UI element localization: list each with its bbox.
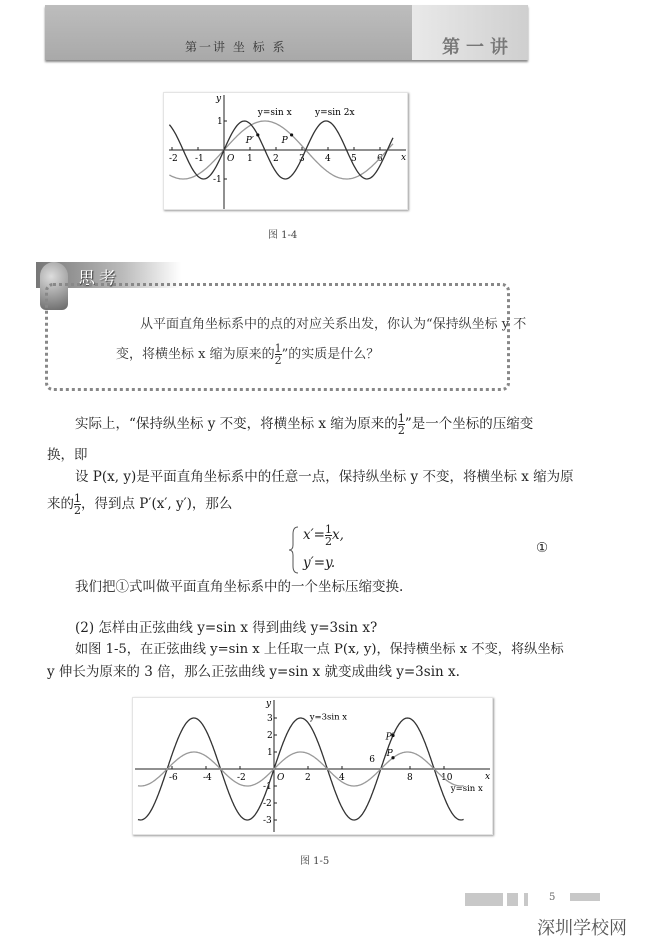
- paragraph-1: [75, 413, 533, 436]
- figure-1-4-caption: 图 1-4: [268, 230, 298, 241]
- y-tick-label: 1: [217, 117, 223, 127]
- point-p-prime-label: P′: [385, 732, 394, 743]
- point-p-prime-label: P′: [245, 135, 254, 146]
- paragraph-4: 如图 1-5，在正弦曲线 y=sin x 上任取一点 P(x, y)，保持横坐标 x 不变，将纵坐标: [75, 642, 564, 657]
- brace: [288, 526, 300, 574]
- fraction: [325, 524, 332, 547]
- x-tick-label: -1: [195, 154, 204, 164]
- text: 变，将横坐标 x 缩为原来的: [116, 347, 275, 362]
- paragraph-4-end: y 伸长为原来的 3 倍，那么正弦曲线 y=sin x 就变成曲线 y=3sin x.: [47, 664, 460, 680]
- x-tick-label: -2: [237, 773, 246, 783]
- think-title: 思考: [78, 269, 120, 289]
- equation-number: ①: [536, 540, 549, 556]
- label-sin-x: y=sin x: [257, 108, 292, 119]
- x-tick-label: 2: [273, 154, 279, 164]
- x-tick-label: 8: [407, 773, 413, 783]
- figure-1-4-plot: [164, 93, 409, 211]
- numerator: 1: [274, 342, 282, 355]
- page-number: 5: [549, 892, 556, 903]
- paragraph-2-end: [47, 493, 232, 516]
- numerator: 1: [325, 523, 332, 536]
- footer-block: [570, 893, 600, 901]
- x-tick-label: -4: [203, 773, 212, 783]
- brace-shape: [289, 527, 298, 573]
- numerator: 1: [74, 492, 81, 505]
- origin-label: O: [227, 154, 235, 164]
- header-title: 第一讲 坐 标 系: [185, 40, 287, 54]
- x-tick-label: 1: [247, 154, 253, 164]
- y-axis-label: y: [216, 94, 222, 104]
- text: ，得到点 P′(x′, y′)，那么: [81, 496, 233, 512]
- watermark: 深圳学校网: [537, 918, 627, 939]
- origin-label: O: [277, 773, 285, 783]
- question-2: (2) 怎样由正弦曲线 y=sin x 得到曲线 y=3sin x?: [75, 620, 378, 636]
- text: 实际上，“保持纵坐标 y 不变，将横坐标 x 缩为原来的: [75, 416, 398, 432]
- fraction: [74, 493, 81, 516]
- figure-1-5-plot: [133, 698, 494, 836]
- numerator: 1: [397, 412, 405, 425]
- figure-1-5: [132, 697, 493, 835]
- denominator: 2: [397, 424, 405, 437]
- denominator: 2: [325, 535, 332, 548]
- x-tick-label: 2: [305, 773, 311, 783]
- paragraph-1-end: 换，即: [47, 447, 88, 463]
- figure-1-5-caption: 图 1-5: [300, 856, 330, 867]
- think-box: [45, 283, 510, 391]
- x-axis-label: x: [401, 153, 407, 163]
- x-axis-label: x: [485, 772, 491, 782]
- point-p-label: P: [281, 135, 288, 146]
- fraction: [398, 413, 405, 436]
- text: ”的实质是什么？: [281, 347, 380, 362]
- y-axis-label: y: [266, 699, 272, 709]
- chapter-mark: 第一讲: [442, 37, 514, 58]
- paragraph-2: 设 P(x, y)是平面直角坐标系中的任意一点，保持纵坐标 y 不变，将横坐标 x 缩为原: [75, 469, 574, 485]
- paragraph-3: 我们把①式叫做平面直角坐标系中的一个坐标压缩变换.: [75, 579, 404, 595]
- label-6: 6: [369, 755, 375, 766]
- text: x,: [332, 527, 344, 543]
- x-tick-label: -2: [169, 154, 178, 164]
- equation-1: [303, 524, 344, 547]
- figure-1-4: [163, 92, 408, 210]
- denominator: 2: [274, 354, 282, 367]
- equation-2: [303, 553, 335, 573]
- text: 来的: [47, 496, 74, 512]
- footer-block: [507, 893, 518, 906]
- y-tick-label: -1: [263, 782, 272, 792]
- y-tick-label: -2: [263, 799, 272, 809]
- y-tick-label: 3: [267, 714, 273, 724]
- think-line-2: [116, 343, 379, 366]
- x-tick-label: -6: [169, 773, 178, 783]
- label-sin-x: y=sin x: [450, 784, 483, 795]
- x-tick-label: 5: [351, 154, 357, 164]
- point-marker: [256, 133, 259, 136]
- text: y′=y.: [303, 555, 336, 571]
- footer-block: [524, 893, 528, 906]
- chapter-header: [45, 5, 528, 60]
- text: x′=: [303, 527, 325, 543]
- chapter-mark-panel: [412, 5, 528, 60]
- label-sin-2x: y=sin 2x: [315, 108, 355, 119]
- y-tick-label: -1: [213, 175, 222, 185]
- point-marker: [290, 133, 293, 136]
- x-tick-label: 6: [377, 154, 383, 164]
- text: ”是一个坐标的压缩变: [404, 416, 534, 432]
- footer-block: [465, 893, 503, 906]
- y-tick-label: -3: [263, 816, 272, 826]
- x-tick-label: 4: [325, 154, 331, 164]
- x-tick-label: 3: [299, 154, 305, 164]
- x-tick-label: 10: [441, 773, 453, 783]
- label-3sin-x: y=3sin x: [309, 712, 348, 723]
- think-line-1: 从平面直角坐标系中的点的对应关系出发，你认为“保持纵坐标 y 不: [140, 317, 527, 332]
- denominator: 2: [74, 504, 81, 517]
- y-tick-label: 2: [267, 731, 273, 741]
- fraction: [275, 343, 282, 366]
- y-tick-label: 1: [267, 748, 273, 758]
- point-p-label: P: [386, 748, 393, 759]
- x-tick-label: 4: [339, 773, 345, 783]
